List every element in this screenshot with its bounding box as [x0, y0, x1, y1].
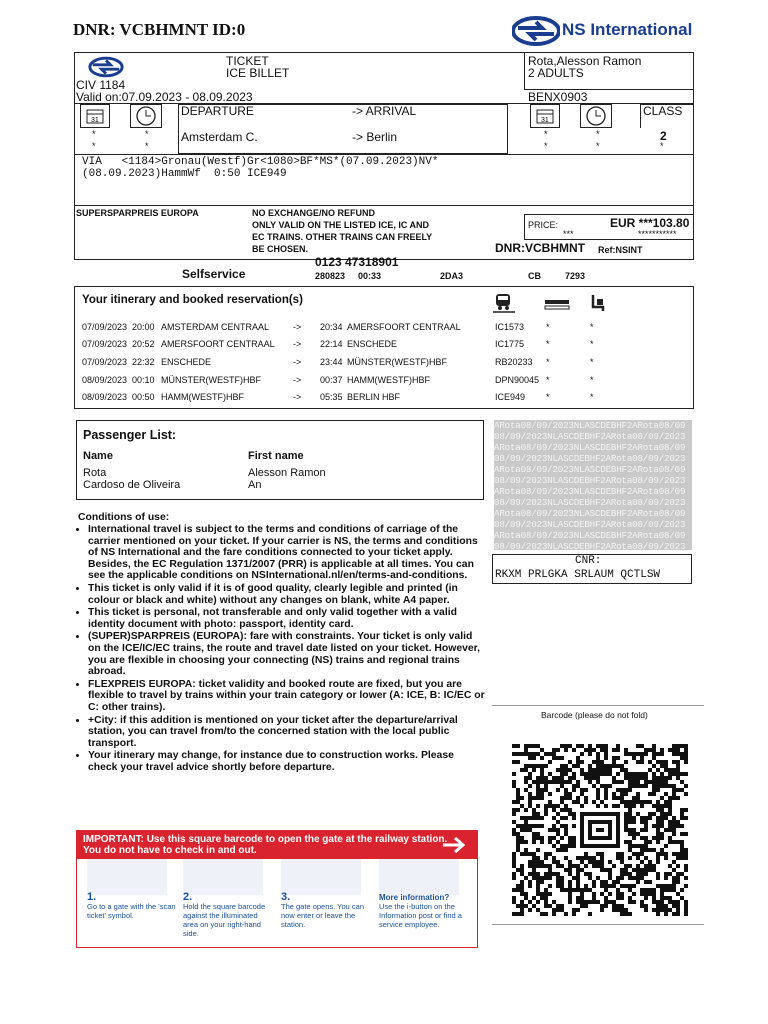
validity-note: EC TRAINS. OTHER TRAINS CAN FREELY — [252, 232, 433, 242]
clock-icon — [130, 104, 162, 128]
star: * — [145, 129, 149, 139]
passenger-surname: Rota — [83, 467, 107, 479]
class-label: CLASS — [643, 104, 683, 118]
step-2: 2. Hold the square barcode against the illuminated area on your right-hand side. — [183, 891, 266, 938]
step-1: 1. Go to a gate with the 'scan ticket' symbol. — [87, 891, 176, 920]
arrival-label: -> ARRIVAL — [352, 104, 417, 118]
condition-item: • This ticket is only valid if it is of good quality, clearly legible and printed (in colour or black and white) without any changes on blank, white A4 paper. — [88, 583, 486, 606]
star: * — [596, 129, 600, 139]
code: CB — [528, 271, 541, 281]
aztec-barcode — [512, 744, 688, 916]
important-header — [77, 831, 477, 859]
itinerary-row: 07/09/2023 20:00 AMSTERDAM CENTRAAL -> 20:34 AMERSFOORT CENTRAAL IC1573 * * — [82, 322, 594, 332]
calendar-icon — [80, 104, 110, 128]
passenger-surname: Cardoso de Oliveira — [83, 479, 181, 491]
itinerary-row: 08/09/2023 00:10 MÜNSTER(WESTF)HBF -> 00:37 HAMM(WESTF)HBF DPN90045 * * — [82, 375, 594, 385]
condition-item: • Your itinerary may change, for instance due to construction works. Please check your travel advice shortly before departure. — [88, 750, 486, 773]
ticket-subtitle: ICE BILLET — [226, 66, 290, 80]
arrow-right-icon — [441, 835, 467, 860]
ns-logo-icon — [512, 16, 552, 46]
civ-code: CIV 1184 — [76, 78, 126, 92]
passenger-firstname: An — [248, 479, 262, 491]
star: * — [92, 141, 96, 151]
brand-name: NS International — [562, 20, 693, 39]
class-value: 2 — [660, 129, 667, 143]
code: 280823 — [315, 271, 346, 281]
via-route-line2: (08.09.2023)HammWf 0:50 ICE949 — [82, 168, 287, 180]
star: * — [544, 129, 548, 139]
validity-note: BE CHOSEN. — [252, 244, 309, 254]
no-exchange: NO EXCHANGE/NO REFUND — [252, 208, 376, 218]
train-icon — [493, 291, 517, 318]
security-pattern: ARota08/09/2023NLASCDEBHF2ARota08/09 08/09/2023NLASCDEBHF2ARota08/09/2023 ARota08/09/2023NLASCDEBHF2ARota08/09 08/09/2023NLASCDEBHF2ARota08/09/2023 ARota08/09/2023NLASCDEBHF2ARota08/09 08/09/2023NLASCDEBHF2ARota08/09/2023 ARota08/09/2023NLASCDEBHF2ARota08/09 08/09/2023NLASCDEBHF2ARota08/09/2023 ARota08/09/2023NLASCDEBHF2ARota08/09 08/09/2023NLASCDEBHF2ARota08/09/2023 ARota08/09/2023NLASCDEBHF2ARota08/09 08/09/2023NLASCDEBHF2ARota08/09/2023 — [494, 420, 692, 550]
itinerary-row: 08/09/2023 00:50 HAMM(WESTF)HBF -> 05:35 BERLIN HBF ICE949 * * — [82, 392, 594, 402]
adults-count: 2 ADULTS — [528, 66, 584, 80]
from-station: Amsterdam C. — [181, 130, 258, 144]
star: * — [92, 129, 96, 139]
fare-name: SUPERSPARPREIS EUROPA — [76, 208, 199, 218]
star: * — [660, 141, 664, 151]
col-name: Name — [83, 450, 113, 462]
svg-text:31: 31 — [541, 117, 549, 124]
important-line: You do not have to check in and out. — [83, 845, 257, 856]
cnr-label: CNR: — [575, 555, 602, 567]
price-value: EUR ***103.80 — [610, 216, 690, 230]
gate-open-illustration — [281, 859, 361, 895]
code: 7293 — [565, 271, 586, 281]
important-notice — [76, 830, 478, 948]
scan-illustration — [183, 859, 263, 895]
star: * — [145, 141, 149, 151]
seat-icon — [588, 293, 608, 318]
conditions — [78, 512, 486, 774]
ticket-title: TICKET — [226, 54, 269, 68]
clock-icon — [580, 104, 612, 128]
condition-item: • This ticket is personal, not transferable and only valid together with a valid identity document with photo: passport, identity card. — [88, 607, 486, 630]
ticket-number: 0123 47318901 — [315, 255, 399, 269]
condition-item: • (SUPER)SPARPREIS (EUROPA): fare with constraints. Your ticket is only valid on the ICE/IC/EC trains, the route and travel date listed on your ticket. However, you are flexible in choosing your connecting (NS) trains and regional trains abroad. — [88, 631, 486, 677]
itinerary-title: Your itinerary and booked reservation(s) — [82, 294, 303, 306]
couchette-icon — [544, 297, 570, 316]
departure-label: DEPARTURE — [181, 104, 254, 118]
ref-nsint: Ref:NSINT — [598, 245, 643, 255]
itinerary-row: 07/09/2023 22:32 ENSCHEDE -> 23:44 MÜNSTER(WESTF)HBF RB20233 * * — [82, 357, 594, 367]
booking-ref: BENX0903 — [528, 90, 588, 104]
price-stars: *** — [563, 229, 574, 239]
gate-illustration — [87, 859, 167, 895]
validity: Valid on:07.09.2023 - 08.09.2023 — [76, 90, 253, 104]
passenger-name: Rota,Alesson Ramon — [528, 54, 642, 68]
barcode-caption: Barcode (please do not fold) — [541, 710, 648, 720]
code: 2DA3 — [440, 271, 464, 281]
selfservice: Selfservice — [182, 267, 246, 281]
passenger-list-title: Passenger List: — [83, 428, 177, 442]
conditions-title: Conditions of use: — [78, 512, 170, 523]
star: * — [596, 141, 600, 151]
important-line: IMPORTANT: Use this square barcode to open the gate at the railway station. — [83, 834, 448, 845]
condition-item: • FLEXPREIS EUROPA: ticket validity and booked route are fixed, but you are flexible to travel by trains within your train category or lower (A: ICE, B: IC/EC or C: other trains). — [88, 679, 486, 714]
step-more-info: More information? Use the i-button on the Information post or find a service employee. — [379, 893, 462, 929]
info-post-illustration — [379, 859, 459, 895]
dnr-heading: DNR: VCBHMNT ID:0 — [73, 20, 246, 39]
price-stars: *********** — [638, 229, 677, 239]
col-first-name: First name — [248, 450, 304, 462]
code: 00:33 — [358, 271, 382, 281]
condition-item: • International travel is subject to the terms and conditions of carriage of the carrier mentioned on your ticket. If your carrier is NS, the terms and conditions of NS International and the fare conditions connected to your ticket apply. Besides, the EC Regulation 1371/2007 (PRR) is applicable at all times. You can see the applicable conditions on NSInternational.nl/en/terms-and-conditions. — [88, 524, 486, 582]
via-route-line1: VIA <1184>Gronau(Westf)Gr<1080>BF*MS*(07.09.2023)NV* — [82, 156, 439, 168]
itinerary-row: 07/09/2023 20:52 AMERSFOORT CENTRAAL -> 22:14 ENSCHEDE IC1775 * * — [82, 339, 594, 349]
cnr-value: RKXM PRLGKA SRLAUM QCTLSW — [495, 569, 661, 581]
dnr-code: DNR:VCBHMNT — [495, 241, 585, 255]
passenger-firstname: Alesson Ramon — [248, 467, 326, 479]
svg-text:31: 31 — [91, 117, 99, 124]
star: * — [544, 141, 548, 151]
validity-note: ONLY VALID ON THE LISTED ICE, IC AND — [252, 220, 430, 230]
condition-item: • +City: if this addition is mentioned on your ticket after the departure/arrival station, you can travel from/to the concerned station with the local public transport. — [88, 715, 486, 750]
step-3: 3. The gate opens. You can now enter or leave the station. — [281, 891, 364, 929]
calendar-icon — [530, 104, 560, 128]
to-station: -> Berlin — [352, 130, 398, 144]
price-label: PRICE: — [528, 220, 559, 230]
